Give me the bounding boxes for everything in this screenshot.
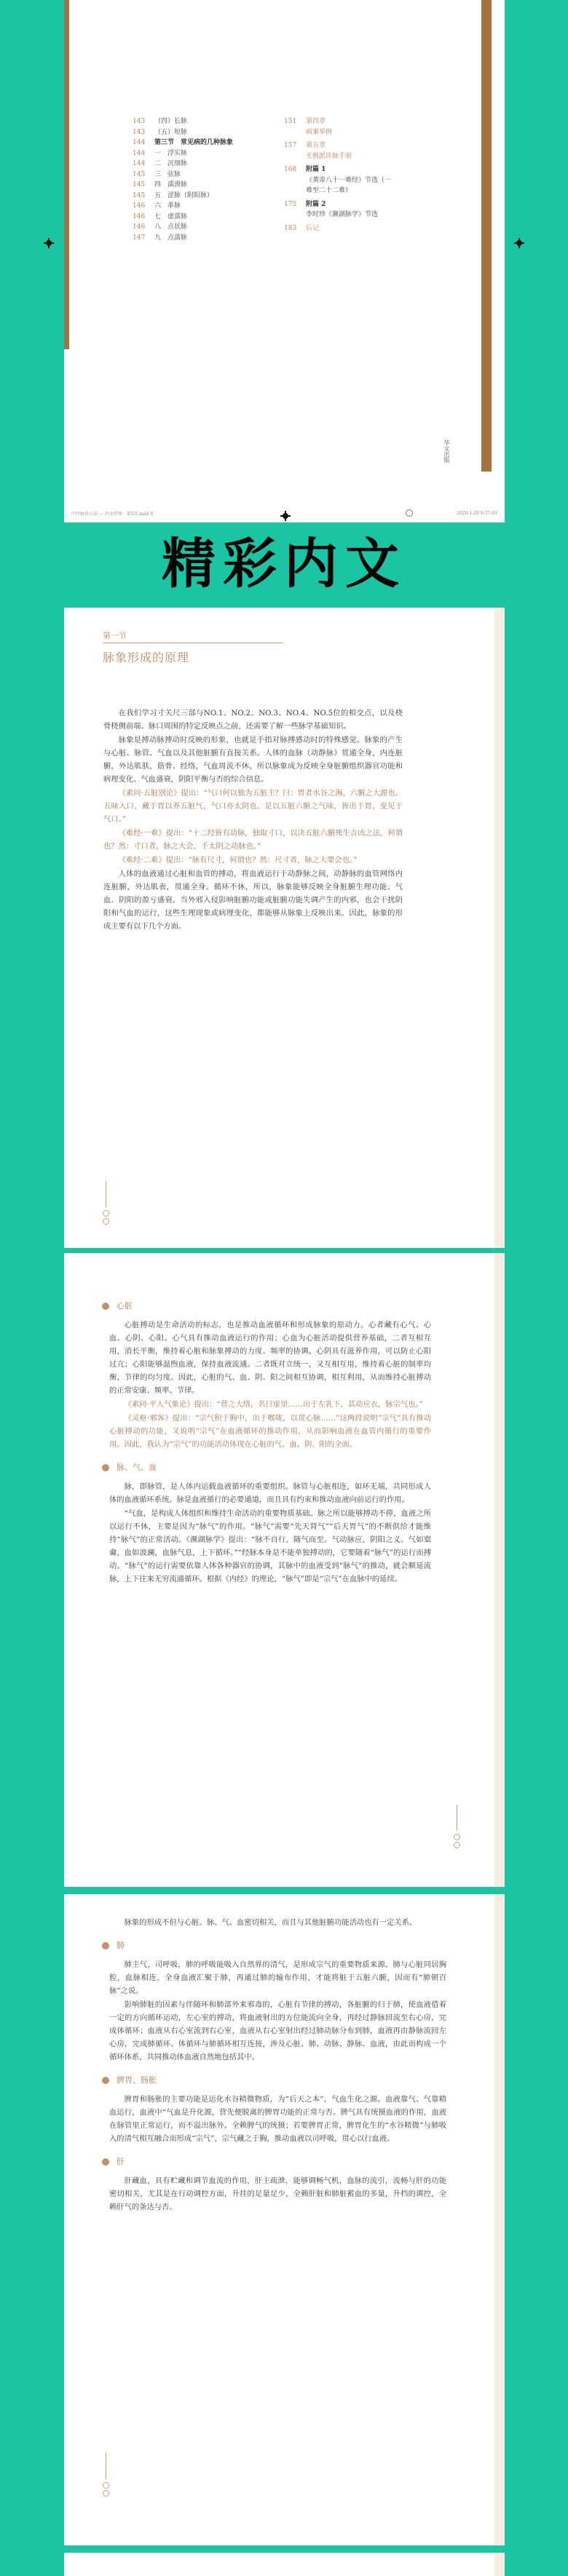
toc-entry-title: 四 濡滑脉 xyxy=(154,181,188,188)
toc-entry xyxy=(133,180,233,191)
toc-entry xyxy=(284,175,437,186)
bullet-dot-icon xyxy=(102,1942,109,1949)
print-footer-right: 2020-1-20 9:37:03 xyxy=(457,510,497,516)
banner-title: 精彩内文 xyxy=(162,533,406,595)
registration-mark-icon xyxy=(514,238,524,248)
print-footer-left: 中医脉诊大法 — 内文样图 · 第5页.indd 6 xyxy=(71,511,154,517)
registration-circle-icon xyxy=(406,509,413,517)
toc-left-column xyxy=(133,116,233,243)
toc-entry xyxy=(284,127,437,138)
toc-page-number: 168 xyxy=(284,166,297,173)
toc-entry xyxy=(133,233,233,244)
toc-page-number: 147 xyxy=(133,234,146,242)
classic-quote-paragraph: 《难经·二难》提出：“脉有尺寸，何谓也？然：尺寸者，脉之大要会也。” xyxy=(118,856,358,864)
toc-page-number: 144 xyxy=(133,149,146,157)
registration-mark-icon xyxy=(280,511,291,521)
toc-page-number: 146 xyxy=(133,202,146,210)
toc-page xyxy=(64,0,505,522)
toc-entry xyxy=(133,127,233,138)
page-body-text xyxy=(109,1916,446,2214)
toc-page-number xyxy=(284,175,306,186)
toc-page-number xyxy=(284,127,306,138)
toc-entry-title: 第三节 常见病的几种脉象 xyxy=(154,139,234,146)
page-side-strip xyxy=(494,608,505,1248)
toc-entry-title: 第五章 xyxy=(306,142,326,149)
toc-entry xyxy=(133,148,233,159)
subsection-heading-text: 脉、气、血 xyxy=(117,1463,157,1472)
page-body-text xyxy=(109,1289,431,1586)
toc-page-number: 183 xyxy=(284,224,297,232)
toc-page-number: 145 xyxy=(133,170,146,178)
subsection-heading-text: 脾胃、肠胀 xyxy=(117,2075,157,2085)
toc-entry-title: 《黄帝八十一难经》节选（一 xyxy=(306,176,392,184)
subsection-heading xyxy=(102,1300,431,1313)
body-paragraph: “气血，是构成人体组织和维持生命活动的重要物质基础。脉之所以能够搏动不停，血液之所以运行不休，主要是因为“脉气”的作用。“脉气”需要“先天肾气”“后天胃气”的不断供给才能维持“脉气”的正常活动。《濒湖脉学》提出：“脉不自行，随气而至。气动脉应，阴阳之义。气如槖龠，血如波澜，血脉气息，上下循环。”“经脉本身是不能单独搏动的，它要随着“脉气”的运行而搏动。“脉气”的运行需要依靠人体各种器官的协调，其脉中的血液受到“脉气”的推动，就会顺延流脉，上下往来无穷流通循环。根据《内经》的理论，“脉气”即是“宗气”在血脉中的延续。 xyxy=(109,1509,431,1583)
toc-entry xyxy=(133,201,233,212)
bullet-dot-icon xyxy=(102,1303,109,1310)
toc-page-number xyxy=(284,186,306,196)
page-ornament xyxy=(454,1805,461,1848)
toc-entry xyxy=(133,159,233,170)
subsection-heading xyxy=(102,1461,431,1474)
toc-entry xyxy=(133,170,233,180)
toc-entry xyxy=(133,222,233,233)
toc-page-number: 143 xyxy=(133,118,146,125)
content-page-2 xyxy=(64,1253,505,1887)
section-title: 脉象形成的原理 xyxy=(103,651,190,664)
body-paragraph: 肝藏血，具有贮藏和调节血流的作用，肝主疏泄，能够调畅气机，血脉的流引，流畅与肝的功能密切相关，尤其是在行动调控方面，升挂的足量足少，全赖肝脏和肺脏蓄血的多量，升档的调控，全赖肝气的条达与否。 xyxy=(109,2177,446,2211)
body-paragraph: 人体的血液通过心脏和血管的搏动，将血液运行于动静脉之间，动静脉的血管网络内连脏腑，外达肌表，贯通全身。循环不休，所以，脉象能够反映全身脏腑生理功能、气血、阴阳的盈亏盛衰。当外邪入侵影响脏腑功能或脏腑功能失调产生的内邪，也会干扰阴阳和气血的运行，这些生理现象或病理变化，都能够从脉象上反映出来。因此，脉象的形成主要有以下几个方面。 xyxy=(103,870,403,931)
section-banner xyxy=(0,528,568,600)
toc-right-column xyxy=(284,116,437,234)
toc-page-number: 146 xyxy=(133,223,146,231)
classic-quote-paragraph: 《素问·五脏别论》提出：“气口何以独为五脏主？曰：胃者水谷之海，六腑之大源也。五味入口，藏于胃以养五脏气，气口亦太阴也。是以五脏六腑之气味，皆出于胃，变见于气口。” xyxy=(103,789,403,824)
body-paragraph: 肺主气，司呼吸，肺的呼吸能吸入自然界的清气，是形成宗气的重要物质来源。肺与心脏同居胸腔，血脉相连，全身血液汇聚于肺，再通过肺的输布作用，才能将脏于五脏六腑，因而有“肺朝百脉”之说。 xyxy=(109,1960,446,1995)
body-paragraph: 脉象是搏动脉搏动时反映的形象，也就是手指对脉搏感动时的特殊感觉。脉象的产生与心脏、脉管、气血以及其他脏腑有直接关系。人体的血脉（动静脉）贯通全身，内连脏腑，外达肌肤，筋骨、经络，气血周流不休，所以脉象成为反映全身脏腑组织器官功能和病理变化、气血盛衰，阴阳平衡与否的综合信息。 xyxy=(103,736,403,784)
toc-entry-title: 难至二十二难） xyxy=(306,187,352,194)
toc-entry-title: 八 点状脉 xyxy=(154,223,188,231)
classic-quote-paragraph: 《灵枢·邪客》提出：“宗气积于胸中，出于喉咙，以贯心脉……”这两段说明“宗气”具有推动心脏搏动的功能，又说明“宗气”在血液循环的推动作用，从而影响血液在血管内循行的重要作用。因此，我认为“宗气”的功能活动体现在心脏的气、血、阴、阳的全面。 xyxy=(109,1414,431,1449)
publisher-vertical-label: 华文出版 xyxy=(443,440,450,463)
toc-entry-title: 二 沉细脉 xyxy=(154,160,188,167)
toc-page-number: 145 xyxy=(133,191,146,199)
classic-quote-paragraph: 《素问·平人气象论》提出：“营之大络，名曰虚里……出于左乳下，其动应衣，脉宗气也。” xyxy=(124,1400,423,1409)
toc-entry xyxy=(284,223,437,234)
toc-page-number: 151 xyxy=(284,118,297,125)
toc-page-number: 146 xyxy=(133,212,146,220)
subsection-heading-text: 肝 xyxy=(117,2157,125,2166)
toc-entry-title: 七 虚濡脉 xyxy=(154,212,188,220)
toc-entry-title: 后记 xyxy=(306,224,320,232)
bullet-dot-icon xyxy=(102,2158,109,2166)
toc-page-number: 157 xyxy=(284,142,297,149)
subsection-heading xyxy=(102,1939,446,1952)
page-ornament xyxy=(103,2453,110,2497)
toc-entry-title: 附篇 2 xyxy=(306,200,326,208)
content-page-1 xyxy=(64,608,505,1248)
bullet-dot-icon xyxy=(102,2077,109,2084)
body-paragraph: 脾胃和肠胀的主要功能是运化水谷精微物质，为“后天之本”，气血生化之源。血液靠气、气靠精血运行，血液中“气血是升化源，营先便脱离的脾胃功能的正常与否。脾气具有统摄血液的作用，血液在脉管里正常运行，而不溢出脉外。全赖脾气的统摄；若要脾胃正常，脾胃化生的“水谷精微”与肺吸入的清气相互融合而形成“宗气”，宗气藏之于胸，推动血液以司呼吸，贯心以行血液。 xyxy=(109,2095,446,2143)
toc-page-number: 175 xyxy=(284,200,297,208)
toc-page-number xyxy=(284,151,306,162)
toc-entry xyxy=(133,138,233,148)
toc-entry xyxy=(133,212,233,223)
toc-page-number xyxy=(284,210,306,220)
body-paragraph: 心脏搏动是生命活动的标志，也是推动血液循环和形成脉象的原动力。心者藏有心气、心血、心阴、心阳。心气具有推动血液运行的作用；心血为心脏活动提供营养基础，二者互相互用，消长平衡，维持着心脏和脉象搏动的力度、频率的协调。心阴具有滋养作用，可以防止心阳过亢；心阳能够温煦血液，保持血液流通。二者既对立统一，又互相互用，维持着心脏的制率均衡，节律的均匀度。因此，心脏的气、血、阴、阳之间相互协调，相互利用，从而维持心脏搏动的正常安康、频率、节律。 xyxy=(109,1321,431,1395)
body-paragraph: 影响肺脏的因素与伴随环和肺部外来邪毒的，心脏有节律的搏动，各脏腑的归于肺，使血液借着一定的方向循环运动，左心室的搏动，将血液射出的方位能流向全身，再经过静脉回流至右心房，完成体循环；血液从右心室流到右心室，血液从右心室射出经过肺动脉分布到肺，血液再由静脉流回左心房，完成肺循环。体循环与肺循环相互连接，涉及心脏、肺、动脉、静脉、血液，由此而构成一个循环体系，共同推动体血液自然地包括其中。 xyxy=(109,2000,446,2062)
page-body-text xyxy=(103,707,403,934)
content-page-3 xyxy=(64,1894,505,2545)
registration-mark-icon xyxy=(44,238,54,248)
toc-entry xyxy=(284,116,437,127)
toc-page-number: 144 xyxy=(133,160,146,167)
toc-entry-title: 三 弦脉 xyxy=(154,170,181,178)
toc-entry xyxy=(284,151,437,162)
content-page-4 xyxy=(64,2553,505,2576)
body-paragraph: 在我们学习寸关尺三部与NO.1、NO.2、NO.3、NO.4、NO.5位的相交点，以及桡骨桡侧前端、脉口周围的特定反映点之前，还需要了解一些脉学基础知识。 xyxy=(103,709,403,731)
section-number: 第一节 xyxy=(103,631,127,640)
subsection-heading-text: 心脏 xyxy=(117,1301,133,1311)
subsection-heading xyxy=(102,2074,446,2087)
body-paragraph: 脉象的形成不但与心脏、脉、气、血密切相关，而且与其他脏腑功能活动也有一定关系。 xyxy=(124,1918,417,1927)
toc-entry-title: 病案举例 xyxy=(306,128,333,136)
toc-page-number: 144 xyxy=(133,139,146,146)
toc-page-number: 145 xyxy=(133,181,146,188)
toc-right-accent-strip xyxy=(481,0,492,472)
page-side-strip xyxy=(494,1894,505,2545)
toc-left-accent-strip xyxy=(64,0,69,349)
toc-entry-title: 李时珍《濒湖脉学》节选 xyxy=(306,211,379,218)
toc-entry-title: （五）短脉 xyxy=(154,128,188,136)
toc-entry xyxy=(284,210,437,220)
classic-quote-paragraph: 《难经·一难》提出：“十二经皆有动脉，独取寸口，以决五脏六腑死生吉凶之法，何谓也？然：寸口者，脉之大会，手太阴之动脉也。” xyxy=(103,829,403,851)
toc-entry xyxy=(284,186,437,196)
toc-page-number: 143 xyxy=(133,128,146,136)
page-side-strip xyxy=(494,1253,505,1887)
toc-entry-title: 五 涩脉（附阳脉） xyxy=(154,191,214,199)
toc-entry-title: 六 革脉 xyxy=(154,202,181,210)
subsection-heading-text: 肺 xyxy=(117,1941,125,1950)
toc-entry xyxy=(284,164,437,175)
toc-entry xyxy=(284,140,437,151)
toc-entry xyxy=(133,191,233,202)
body-paragraph: 脉，即脉管，是人体内运载血液循环的重要组织。脉管与心脏相连，如环无端，共同形成人体的血液循环系统。脉是血液循行的必要通道，而且具有约束和推动血液向前运行的作用。 xyxy=(109,1482,431,1504)
toc-entry xyxy=(133,116,233,127)
page-side-strip xyxy=(494,2553,505,2576)
toc-entry-title: 九 点濡脉 xyxy=(154,234,188,242)
subsection-heading xyxy=(102,2155,446,2168)
toc-entry xyxy=(284,199,437,210)
toc-entry-title: 无极派诊脉手册 xyxy=(306,152,352,160)
bullet-dot-icon xyxy=(102,1464,109,1471)
toc-entry-title: （四）长脉 xyxy=(154,118,188,125)
toc-entry-title: 一 浮实脉 xyxy=(154,149,188,157)
page-ornament xyxy=(103,1181,110,1225)
toc-entry-title: 第四章 xyxy=(306,118,326,125)
toc-entry-title: 附篇 1 xyxy=(306,166,326,173)
